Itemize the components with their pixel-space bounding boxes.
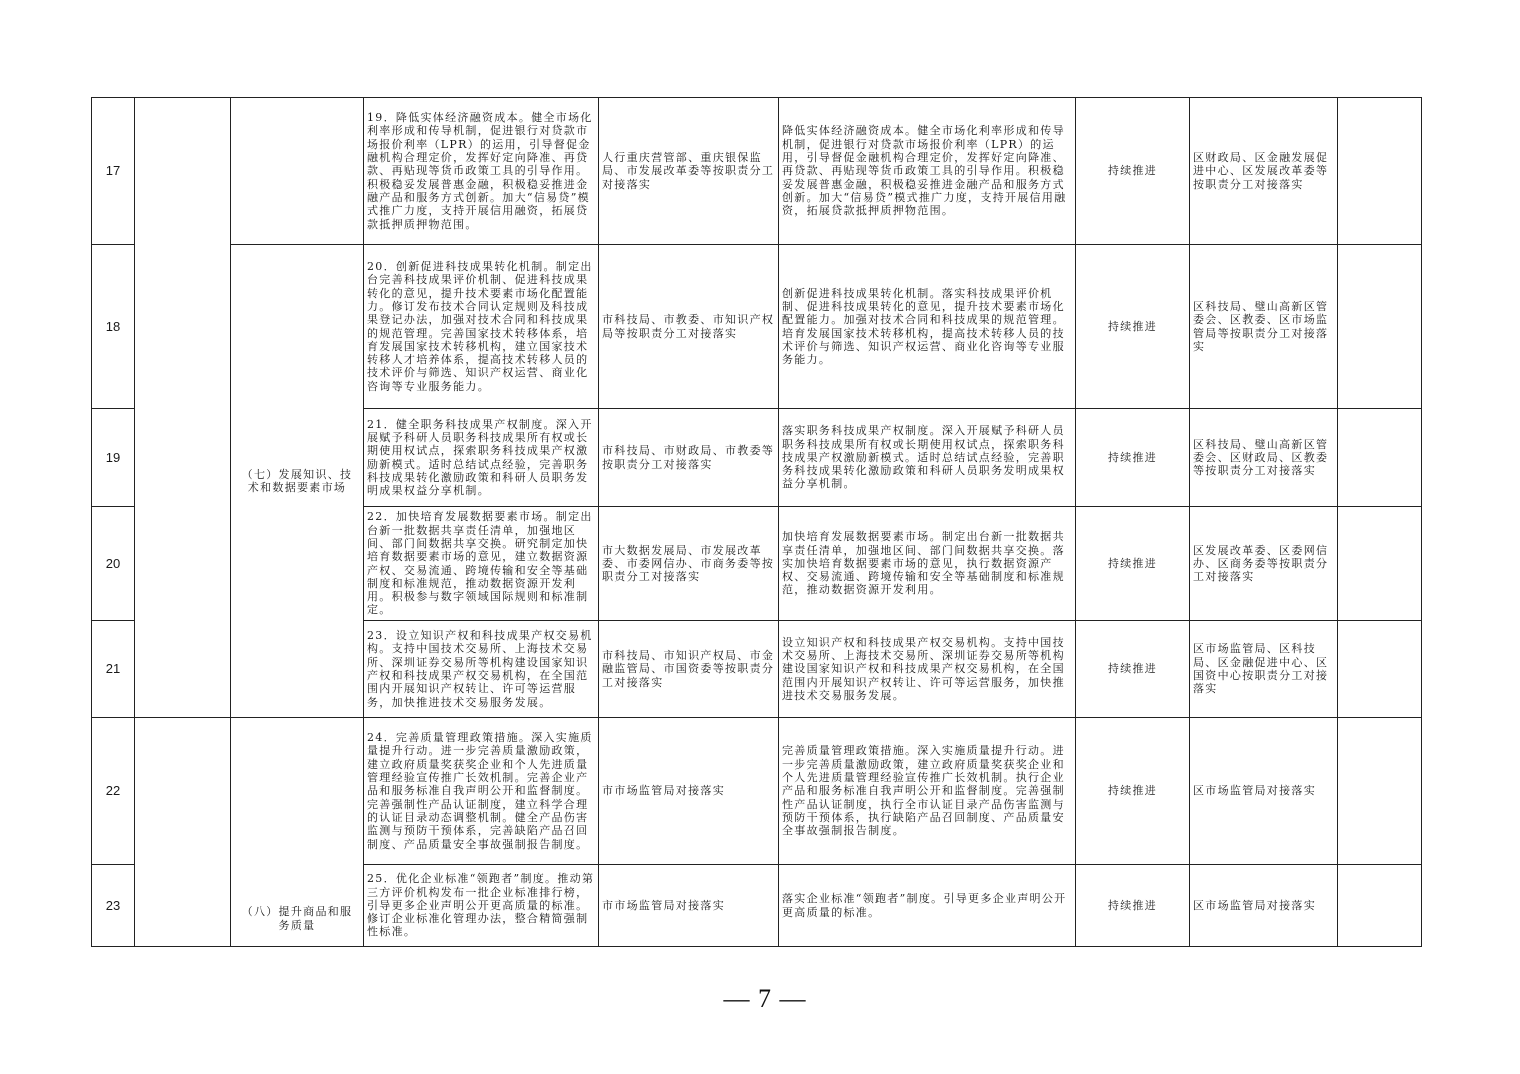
- blank-notes-cell: [1338, 865, 1422, 947]
- district-units-cell: [1190, 718, 1338, 865]
- measure-text: 21．健全职务科技成果产权制度。深入开展赋予科研人员职务科技成果所有权或长期使用权试点，探索职务科技成果产权激励新模式。适时总结试点经验，完善职务科技成果转化激励政策和科研人员职务发明成果权益分享机制。: [367, 417, 593, 498]
- timeline-text: 持续推进: [1107, 662, 1158, 676]
- district-measure-cell: [779, 718, 1076, 865]
- blank-notes-cell: [1338, 507, 1422, 621]
- row-number: 23: [105, 897, 121, 913]
- measure-cell: [364, 507, 599, 621]
- city-units-text: 市市场监管局对接落实: [602, 784, 725, 798]
- district-measure-text: 完善质量管理政策措施。深入实施质量提升行动。进一步完善质量激励政策，建立政府质量奖获奖企业和个人先进质量管理经验宣传推广长效机制。执行企业产品和服务标准自我声明公开和监督制度。完善强制性产品认证制度，执行全市认证目录产品伤害监测与预防干预体系，执行缺陷产品召回制度、产品质量安全事故强制报告制度。: [782, 744, 1065, 838]
- city-units-cell: [599, 98, 779, 245]
- district-units-text: 区市场监管局对接落实: [1193, 898, 1316, 912]
- category-label: （七）发展知识、技术和数据要素市场: [241, 467, 353, 494]
- city-units-text: 人行重庆营管部、重庆银保监局、市发展改革委等按职责分工对接落实: [602, 151, 775, 191]
- measure-cell: [364, 409, 599, 507]
- district-measure-cell: [779, 865, 1076, 947]
- timeline-cell: [1076, 409, 1190, 507]
- row-number: 18: [105, 318, 121, 334]
- row-number-cell: [92, 409, 135, 507]
- district-units-text: 区财政局、区金融发展促进中心、区发展改革委等按职责分工对接落实: [1193, 151, 1329, 191]
- row-number: 22: [105, 783, 121, 799]
- district-units-text: 区科技局、璧山高新区管委会、区教委、区市场监管局等按职责分工对接落实: [1193, 299, 1329, 353]
- city-units-text: 市市场监管局对接落实: [602, 898, 725, 912]
- row-number-cell: [92, 718, 135, 865]
- district-measure-cell: [779, 245, 1076, 409]
- row-number: 21: [105, 661, 121, 677]
- district-measure-text: 落实职务科技成果产权制度。深入开展赋予科研人员职务科技成果所有权或长期使用权试点，探索职务科技成果产权激励新模式。适时总结试点经验，完善职务科技成果转化激励政策和科研人员职务发明成果权益分享机制。: [782, 424, 1065, 491]
- timeline-text: 持续推进: [1107, 164, 1158, 178]
- district-units-cell: [1190, 409, 1338, 507]
- timeline-cell: [1076, 718, 1190, 865]
- measure-cell: [364, 621, 599, 718]
- row-number-cell: [92, 865, 135, 947]
- timeline-text: 持续推进: [1107, 319, 1158, 333]
- district-units-text: 区发展改革委、区委网信办、区商务委等按职责分工对接落实: [1193, 543, 1329, 584]
- measure-text: 25．优化企业标准“领跑者”制度。推动第三方评价机构发布一批企业标准排行榜，引导更多企业声明公开更高质量的标准。修订企业标准化管理办法，整合精简强制性标准。: [367, 872, 595, 939]
- page-number: — 7 —: [723, 984, 807, 1013]
- measure-text: 19．降低实体经济融资成本。健全市场化利率形成和传导机制，促进银行对贷款市场报价利率（LPR）的运用，引导督促金融机构合理定价，发挥好定向降准、再贷款、再贴现等货币政策工具的引导作用。积极稳妥发展普惠金融，积极稳妥推进金融产品和服务方式创新。加大“信易贷”模式推广力度，支持开展信用融资，拓展贷款抵押质押物范围。: [367, 111, 593, 231]
- category-cell-8: [231, 718, 364, 947]
- city-units-cell: [599, 718, 779, 865]
- city-units-text: 市大数据发展局、市发展改革委、市委网信办、市商务委等按职责分工对接落实: [602, 543, 775, 584]
- timeline-cell: [1076, 865, 1190, 947]
- city-units-text: 市科技局、市教委、市知识产权局等按职责分工对接落实: [602, 313, 775, 340]
- city-units-cell: [599, 865, 779, 947]
- row-number-cell: [92, 507, 135, 621]
- city-units-cell: [599, 507, 779, 621]
- measure-text: 22．加快培育发展数据要素市场。制定出台新一批数据共享责任清单，加强地区间、部门间数据共享交换。研究制定加快培育数据要素市场的意见，建立数据资源产权、交易流通、跨境传输和安全等基础制度和标准规范，推动数据资源开发利用。积极参与数字领域国际规则和标准制定。: [367, 510, 593, 617]
- blank-notes-cell: [1338, 98, 1422, 245]
- timeline-text: 持续推进: [1107, 784, 1158, 798]
- district-measure-cell: [779, 507, 1076, 621]
- blank-group-cell: [135, 718, 231, 947]
- measure-text: 23．设立知识产权和科技成果产权交易机构。支持中国技术交易所、上海技术交易所、深圳证券交易所等机构建设国家知识产权和科技成果产权交易机构，在全国范围内开展知识产权转让、许可等运营服务，加快推进技术交易服务发展。: [367, 629, 593, 709]
- district-measure-text: 加快培育发展数据要素市场。制定出台新一批数据共享责任清单，加强地区间、部门间数据共享交换。落实加快培育数据要素市场的意见，执行数据资源产权、交易流通、跨境传输和安全等基础制度和标准规范，推动数据资源开发利用。: [782, 530, 1065, 597]
- row-number-cell: [92, 98, 135, 245]
- timeline-text: 持续推进: [1107, 898, 1158, 912]
- row-number: 19: [105, 449, 121, 465]
- district-measure-cell: [779, 621, 1076, 718]
- category-cell-7: [231, 245, 364, 718]
- district-units-text: 区市场监管局对接落实: [1193, 784, 1316, 798]
- row-number: 20: [105, 555, 121, 571]
- city-units-cell: [599, 409, 779, 507]
- district-measure-text: 设立知识产权和科技成果产权交易机构。支持中国技术交易所、上海技术交易所、深圳证券交易所等机构建设国家知识产权和科技成果产权交易机构，在全国范围内开展知识产权转让、许可等运营服务，加快推进技术交易服务发展。: [782, 635, 1065, 702]
- district-units-text: 区科技局、璧山高新区管委会、区财政局、区教委等按职责分工对接落实: [1193, 437, 1329, 478]
- blank-category-cell: [231, 98, 364, 245]
- row-number: 17: [105, 163, 121, 179]
- measure-cell: [364, 865, 599, 947]
- district-units-cell: [1190, 507, 1338, 621]
- timeline-cell: [1076, 507, 1190, 621]
- city-units-text: 市科技局、市知识产权局、市金融监管局、市国资委等按职责分工对接落实: [602, 649, 775, 689]
- district-measure-text: 创新促进科技成果转化机制。落实科技成果评价机制、促进科技成果转化的意见，提升技术要素市场化配置能力。加强对技术合同和科技成果的规范管理。培育发展国家技术转移机构，提高技术转移人员的技术评价与筛选、知识产权运营、商业化咨询等专业服务能力。: [782, 286, 1065, 367]
- measure-cell: [364, 245, 599, 409]
- measure-text: 20．创新促进科技成果转化机制。制定出台完善科技成果评价机制、促进科技成果转化的意见，提升技术要素市场化配置能力。修订发布技术合同认定规则及科技成果登记办法，加强对技术合同和科技成果的规范管理。完善国家技术转移体系，培育发展国家技术转移机构，建立国家技术转移人才培养体系，提高技术转移人员的技术评价与筛选、知识产权运营、商业化咨询等专业服务能力。: [367, 260, 593, 393]
- blank-notes-cell: [1338, 621, 1422, 718]
- district-measure-text: 降低实体经济融资成本。健全市场化利率形成和传导机制，促进银行对贷款市场报价利率（LPR）的运用，引导督促金融机构合理定价，发挥好定向降准、再贷款、再贴现等货币政策工具的引导作用。积极稳妥发展普惠金融，积极稳妥推进金融产品和服务方式创新。加大“信易贷”模式推广力度，支持开展信用融资，拓展贷款抵押质押物范围。: [782, 124, 1067, 218]
- blank-notes-cell: [1338, 245, 1422, 409]
- district-units-cell: [1190, 865, 1338, 947]
- city-units-text: 市科技局、市财政局、市教委等按职责分工对接落实: [602, 444, 775, 471]
- city-units-cell: [599, 245, 779, 409]
- city-units-cell: [599, 621, 779, 718]
- measure-cell: [364, 98, 599, 245]
- row-number-cell: [92, 245, 135, 409]
- district-measure-cell: [779, 98, 1076, 245]
- blank-notes-cell: [1338, 718, 1422, 865]
- district-measure-cell: [779, 409, 1076, 507]
- category-label: （八）提升商品和服务质量: [241, 905, 353, 932]
- task-table: [91, 97, 1422, 947]
- timeline-text: 持续推进: [1107, 450, 1158, 464]
- row-number-cell: [92, 621, 135, 718]
- blank-group-cell: [135, 98, 231, 718]
- measure-cell: [364, 718, 599, 865]
- district-units-cell: [1190, 621, 1338, 718]
- district-units-cell: [1190, 245, 1338, 409]
- timeline-cell: [1076, 245, 1190, 409]
- blank-notes-cell: [1338, 409, 1422, 507]
- district-units-text: 区市场监管局、区科技局、区金融促进中心、区国资中心按职责分工对接落实: [1193, 642, 1329, 696]
- timeline-cell: [1076, 621, 1190, 718]
- district-measure-text: 落实企业标准“领跑者”制度。引导更多企业声明公开更高质量的标准。: [782, 892, 1067, 919]
- district-units-cell: [1190, 98, 1338, 245]
- measure-text: 24．完善质量管理政策措施。深入实施质量提升行动。进一步完善质量激励政策，建立政府质量奖获奖企业和个人先进质量管理经验宣传推广长效机制。完善企业产品和服务标准自我声明公开和监督制度。完善强制性产品认证制度，建立科学合理的认证目录动态调整机制。健全产品伤害监测与预防干预体系，完善缺陷产品召回制度、产品质量安全事故强制报告制度。: [367, 731, 593, 851]
- timeline-text: 持续推进: [1107, 556, 1158, 570]
- timeline-cell: [1076, 98, 1190, 245]
